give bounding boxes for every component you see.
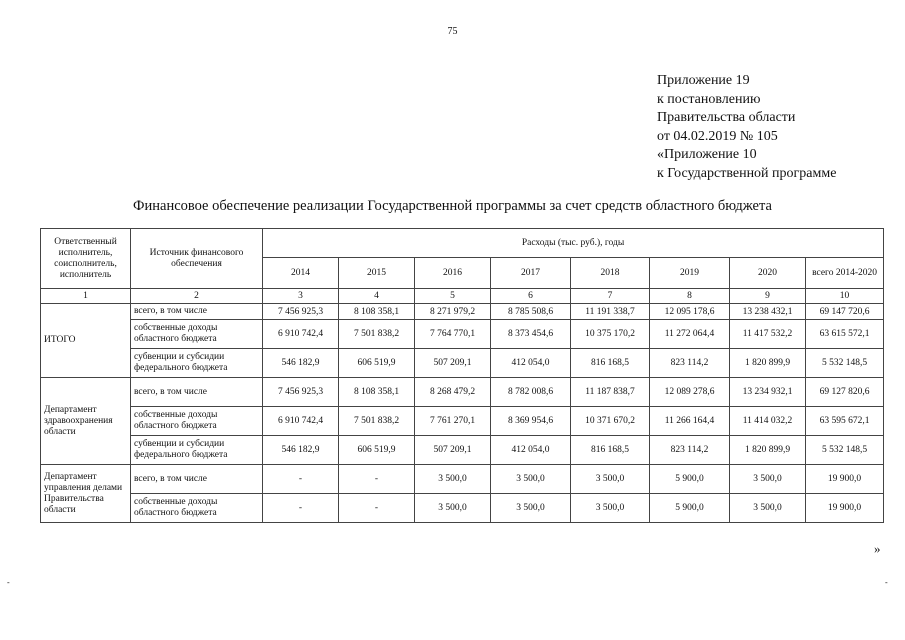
header-total: всего 2014-2020 (806, 258, 884, 289)
header-source: Источник финансового обеспечения (131, 229, 263, 289)
value-cell: 11 417 532,2 (730, 320, 806, 349)
header-year: 2019 (650, 258, 730, 289)
value-cell: 8 373 454,6 (491, 320, 571, 349)
value-cell: 11 272 064,4 (650, 320, 730, 349)
column-number: 3 (263, 289, 339, 304)
value-cell: 3 500,0 (415, 465, 491, 494)
value-cell: 507 209,1 (415, 349, 491, 378)
value-cell: 8 369 954,6 (491, 407, 571, 436)
value-cell: 5 900,0 (650, 465, 730, 494)
value-cell: - (263, 465, 339, 494)
source-cell: субвенции и субсидии федерального бюджета (131, 349, 263, 378)
value-cell: 546 182,9 (263, 436, 339, 465)
value-cell: 5 900,0 (650, 494, 730, 523)
value-cell: 12 095 178,6 (650, 304, 730, 320)
table-row (41, 349, 884, 378)
value-cell: 823 114,2 (650, 436, 730, 465)
header-year: 2018 (571, 258, 650, 289)
value-cell: 10 371 670,2 (571, 407, 650, 436)
value-cell: 3 500,0 (730, 494, 806, 523)
edge-mark-right: - (885, 578, 888, 587)
value-cell: 3 500,0 (730, 465, 806, 494)
table-row (41, 320, 884, 349)
value-cell: 8 271 979,2 (415, 304, 491, 320)
source-cell: субвенции и субсидии федерального бюджета (131, 436, 263, 465)
source-cell: всего, в том числе (131, 465, 263, 494)
value-cell: 507 209,1 (415, 436, 491, 465)
value-cell: - (263, 494, 339, 523)
column-number: 6 (491, 289, 571, 304)
column-number: 9 (730, 289, 806, 304)
header-year: 2020 (730, 258, 806, 289)
value-cell: 7 456 925,3 (263, 378, 339, 407)
header-responsible: Ответственный исполнитель, соисполнитель, исполнитель (41, 229, 131, 289)
total-cell: 5 532 148,5 (806, 436, 884, 465)
value-cell: 7 501 838,2 (339, 407, 415, 436)
value-cell: 13 234 932,1 (730, 378, 806, 407)
value-cell: 6 910 742,4 (263, 407, 339, 436)
header-year: 2015 (339, 258, 415, 289)
value-cell: 13 238 432,1 (730, 304, 806, 320)
total-cell: 19 900,0 (806, 465, 884, 494)
value-cell: 816 168,5 (571, 436, 650, 465)
value-cell: 412 054,0 (491, 436, 571, 465)
responsible-cell: Департамент управления делами Правительства области (41, 465, 131, 523)
source-cell: собственные доходы областного бюджета (131, 407, 263, 436)
value-cell: 11 414 032,2 (730, 407, 806, 436)
total-cell: 69 147 720,6 (806, 304, 884, 320)
value-cell: 6 910 742,4 (263, 320, 339, 349)
total-cell: 5 532 148,5 (806, 349, 884, 378)
value-cell: - (339, 465, 415, 494)
closing-quote: » (874, 541, 881, 556)
value-cell: 823 114,2 (650, 349, 730, 378)
column-number: 4 (339, 289, 415, 304)
table-row (41, 465, 884, 494)
value-cell: 11 187 838,7 (571, 378, 650, 407)
value-cell: 11 266 164,4 (650, 407, 730, 436)
value-cell: 3 500,0 (571, 465, 650, 494)
value-cell: 8 785 508,6 (491, 304, 571, 320)
header-expenses: Расходы (тыс. руб.), годы (263, 229, 884, 258)
total-cell: 63 615 572,1 (806, 320, 884, 349)
edge-mark-left: - (7, 578, 10, 587)
column-number: 10 (806, 289, 884, 304)
value-cell: 606 519,9 (339, 436, 415, 465)
value-cell: 7 456 925,3 (263, 304, 339, 320)
header-year: 2017 (491, 258, 571, 289)
value-cell: 8 782 008,6 (491, 378, 571, 407)
responsible-cell: Департамент здравоохранения области (41, 378, 131, 465)
column-number: 7 (571, 289, 650, 304)
source-cell: собственные доходы областного бюджета (131, 494, 263, 523)
value-cell: 606 519,9 (339, 349, 415, 378)
total-cell: 69 127 820,6 (806, 378, 884, 407)
value-cell: 7 764 770,1 (415, 320, 491, 349)
header-year: 2016 (415, 258, 491, 289)
value-cell: 816 168,5 (571, 349, 650, 378)
column-number: 5 (415, 289, 491, 304)
appendix-line: к постановлению (657, 91, 761, 107)
value-cell: 12 089 278,6 (650, 378, 730, 407)
table-row (41, 407, 884, 436)
value-cell: 3 500,0 (415, 494, 491, 523)
appendix-line: «Приложение 10 (657, 147, 757, 163)
value-cell: 8 108 358,1 (339, 378, 415, 407)
total-cell: 63 595 672,1 (806, 407, 884, 436)
value-cell: - (339, 494, 415, 523)
column-number: 8 (650, 289, 730, 304)
value-cell: 546 182,9 (263, 349, 339, 378)
value-cell: 10 375 170,2 (571, 320, 650, 349)
page-number: 75 (447, 26, 458, 37)
table-row (41, 494, 884, 523)
value-cell: 8 108 358,1 (339, 304, 415, 320)
value-cell: 3 500,0 (491, 465, 571, 494)
document-title: Финансовое обеспечение реализации Государственной программы за счет средств областного бюджета (133, 198, 772, 214)
source-cell: собственные доходы областного бюджета (131, 320, 263, 349)
source-cell: всего, в том числе (131, 304, 263, 320)
table-row (41, 304, 884, 320)
value-cell: 412 054,0 (491, 349, 571, 378)
value-cell: 3 500,0 (491, 494, 571, 523)
value-cell: 8 268 479,2 (415, 378, 491, 407)
value-cell: 11 191 338,7 (571, 304, 650, 320)
column-number: 2 (131, 289, 263, 304)
appendix-line: к Государственной программе (657, 165, 837, 181)
header-year: 2014 (263, 258, 339, 289)
value-cell: 3 500,0 (571, 494, 650, 523)
value-cell: 7 501 838,2 (339, 320, 415, 349)
total-cell: 19 900,0 (806, 494, 884, 523)
source-cell: всего, в том числе (131, 378, 263, 407)
appendix-header (657, 72, 836, 184)
appendix-line: Приложение 19 (657, 73, 750, 88)
appendix-line: Правительства области (657, 110, 796, 126)
value-cell: 1 820 899,9 (730, 436, 806, 465)
appendix-line: от 04.02.2019 № 105 (657, 128, 778, 144)
financing-table (40, 228, 884, 523)
table-row (41, 436, 884, 465)
responsible-cell: ИТОГО (41, 304, 131, 378)
column-number: 1 (41, 289, 131, 304)
table-row (41, 378, 884, 407)
value-cell: 7 761 270,1 (415, 407, 491, 436)
value-cell: 1 820 899,9 (730, 349, 806, 378)
